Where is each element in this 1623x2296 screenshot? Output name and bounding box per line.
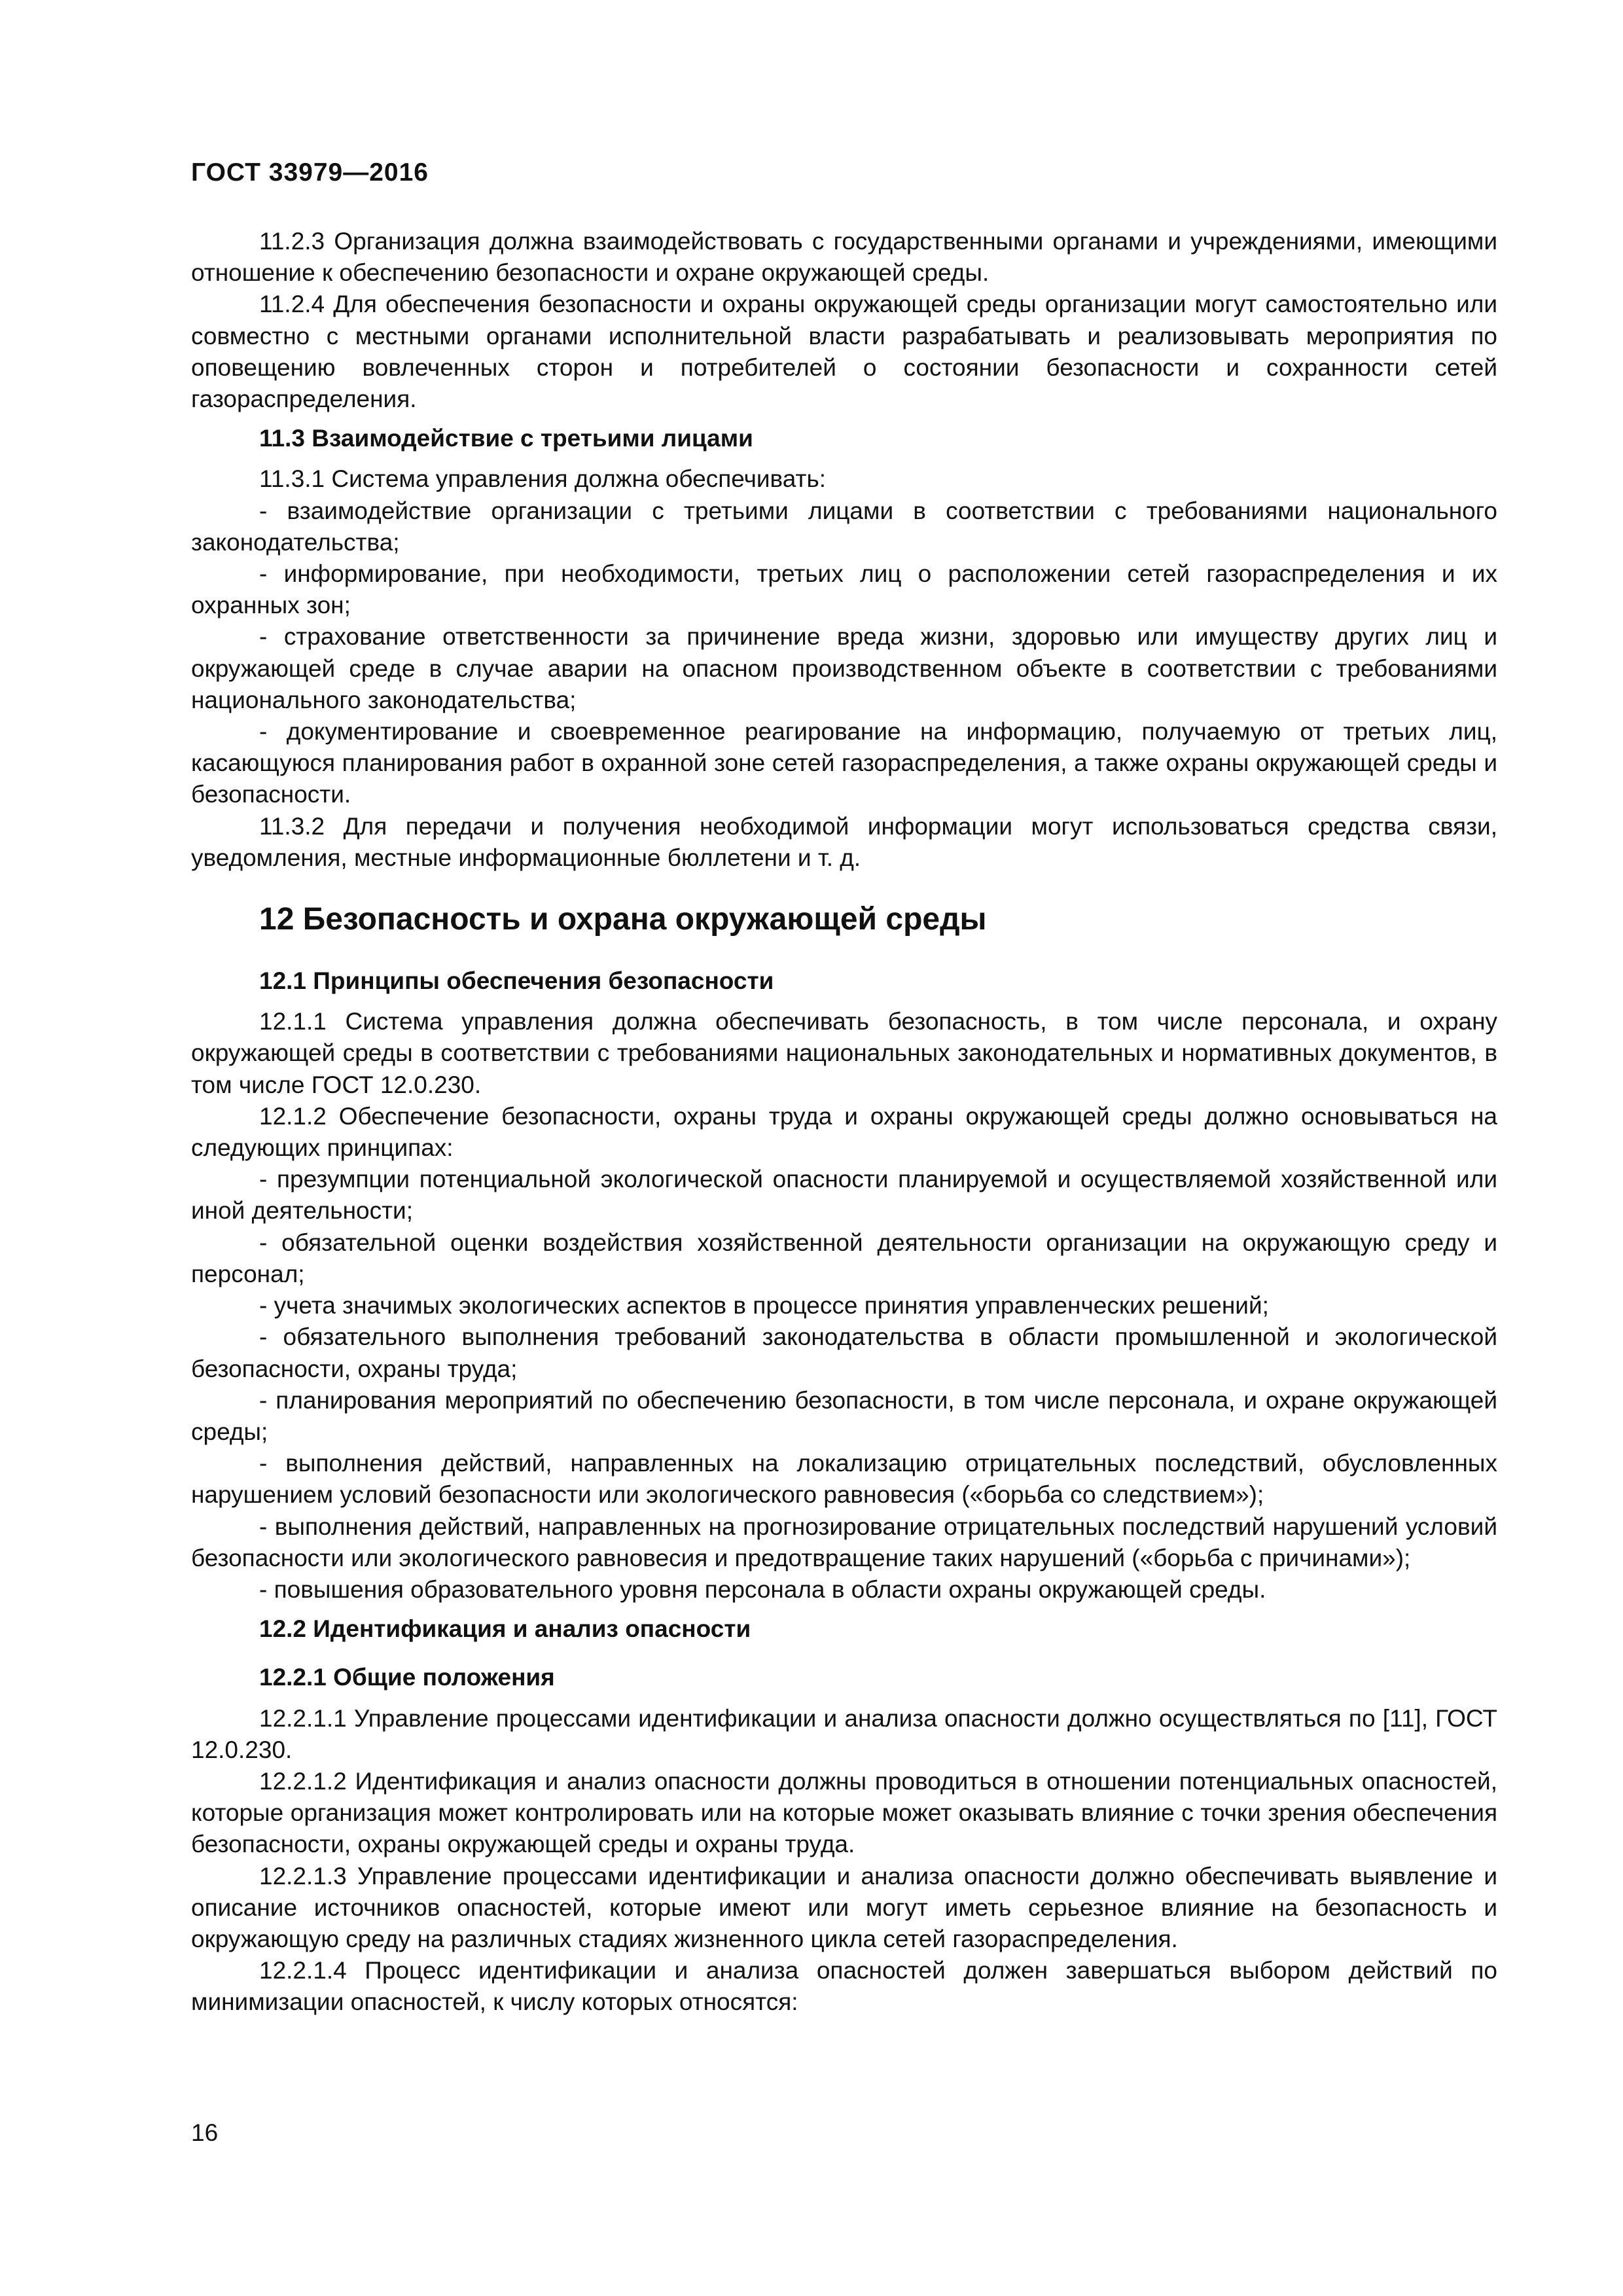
document-header: ГОСТ 33979—2016 [191,158,429,187]
paragraph: - выполнения действий, направленных на прогнозирование отрицательных последствий нарушений условий безопасности или экологического равновесия и предотвращение таких нарушений («борьба с причинами»); [191,1513,1497,1571]
paragraph: - информирование, при необходимости, третьих лиц о расположении сетей газораспределения и их охранных зон; [191,560,1497,619]
paragraph: 12.2.1.1 Управление процессами идентификации и анализа опасности должно осуществляться по [11], ГОСТ 12.0.230. [191,1704,1497,1763]
section-heading: 12 Безопасность и охрана окружающей среды [259,902,987,937]
paragraph: 11.3.1 Система управления должна обеспечивать: [259,465,827,493]
paragraph: 11.2.4 Для обеспечения безопасности и охраны окружающей среды организации могут самостоятельно или совместно с местными органами исполнительной власти разрабатывать и реализовывать мероприятия по оповещению вовлеченных сторон и потребителей о состоянии безопасности и сохранности сетей газораспределения. [191,291,1497,413]
subsection-heading: 11.3 Взаимодействие с третьими лицами [259,425,753,452]
paragraph: - учета значимых экологических аспектов в процессе принятия управленческих решений; [259,1292,1269,1319]
paragraph: - взаимодействие организации с третьими лицами в соответствии с требованиями национального законодательства; [191,497,1497,556]
paragraph: 12.2.1.3 Управление процессами идентификации и анализа опасности должно обеспечивать выявление и описание источников опасностей, которые имеют или могут иметь серьезное влияние на безопасность и окружающую среду на различных стадиях жизненного цикла сетей газораспределения. [191,1862,1497,1952]
paragraph: - выполнения действий, направленных на локализацию отрицательных последствий, обусловленных нарушением условий безопасности или экологического равновесия («борьба со следствием»); [191,1450,1497,1509]
paragraph: - обязательного выполнения требований законодательства в области промышленной и экологической безопасности, охраны труда; [191,1323,1497,1382]
paragraph: - повышения образовательного уровня персонала в области охраны окружающей среды. [259,1575,1266,1603]
paragraph: 12.2.1.2 Идентификация и анализ опасности должны проводиться в отношении потенциальных опасностей, которые организация может контролировать или на которые может оказывать влияние с точки зрения обеспечения безопасности, охраны окружающей среды и охраны труда. [191,1767,1497,1858]
paragraph: - презумпции потенциальной экологической опасности планируемой и осуществляемой хозяйственной или иной деятельности; [191,1166,1497,1225]
document-body [191,226,1497,2018]
paragraph: - страхование ответственности за причинение вреда жизни, здоровью или имуществу других лиц и окружающей среде в случае аварии на опасном производственном объекте в соответствии с требованиями национального законодательства; [191,623,1497,713]
subsection-heading: 12.1 Принципы обеспечения безопасности [259,967,774,995]
paragraph: - обязательной оценки воздействия хозяйственной деятельности организации на окружающую среду и персонал; [191,1229,1497,1287]
paragraph: 11.3.2 Для передачи и получения необходимой информации могут использоваться средства связи, уведомления, местные информационные бюллетени и т. д. [191,812,1497,871]
page-number: 16 [191,2119,219,2146]
subsection-heading: 12.2.1 Общие положения [259,1664,555,1691]
paragraph: - документирование и своевременное реагирование на информацию, получаемую от третьих лиц, касающуюся планирования работ в охранной зоне сетей газораспределения, а также охраны окружающей среды и безопасности. [191,718,1497,808]
paragraph: 12.2.1.4 Процесс идентификации и анализа опасностей должен завершаться выбором действий по минимизации опасностей, к числу которых относятся: [191,1957,1497,2016]
subsection-heading: 12.2 Идентификация и анализ опасности [259,1615,751,1643]
paragraph: 12.1.1 Система управления должна обеспечивать безопасность, в том числе персонала, и охрану окружающей среды в соответствии с требованиями национальных законодательных и нормативных документов, в том числе ГОСТ 12.0.230. [191,1008,1497,1098]
paragraph: 12.1.2 Обеспечение безопасности, охраны труда и охраны окружающей среды должно основываться на следующих принципах: [191,1102,1497,1162]
paragraph: 11.2.3 Организация должна взаимодействовать с государственными органами и учреждениями, имеющими отношение к обеспечению безопасности и охране окружающей среды. [191,228,1497,287]
paragraph: - планирования мероприятий по обеспечению безопасности, в том числе персонала, и охране окружающей среды; [191,1386,1497,1445]
